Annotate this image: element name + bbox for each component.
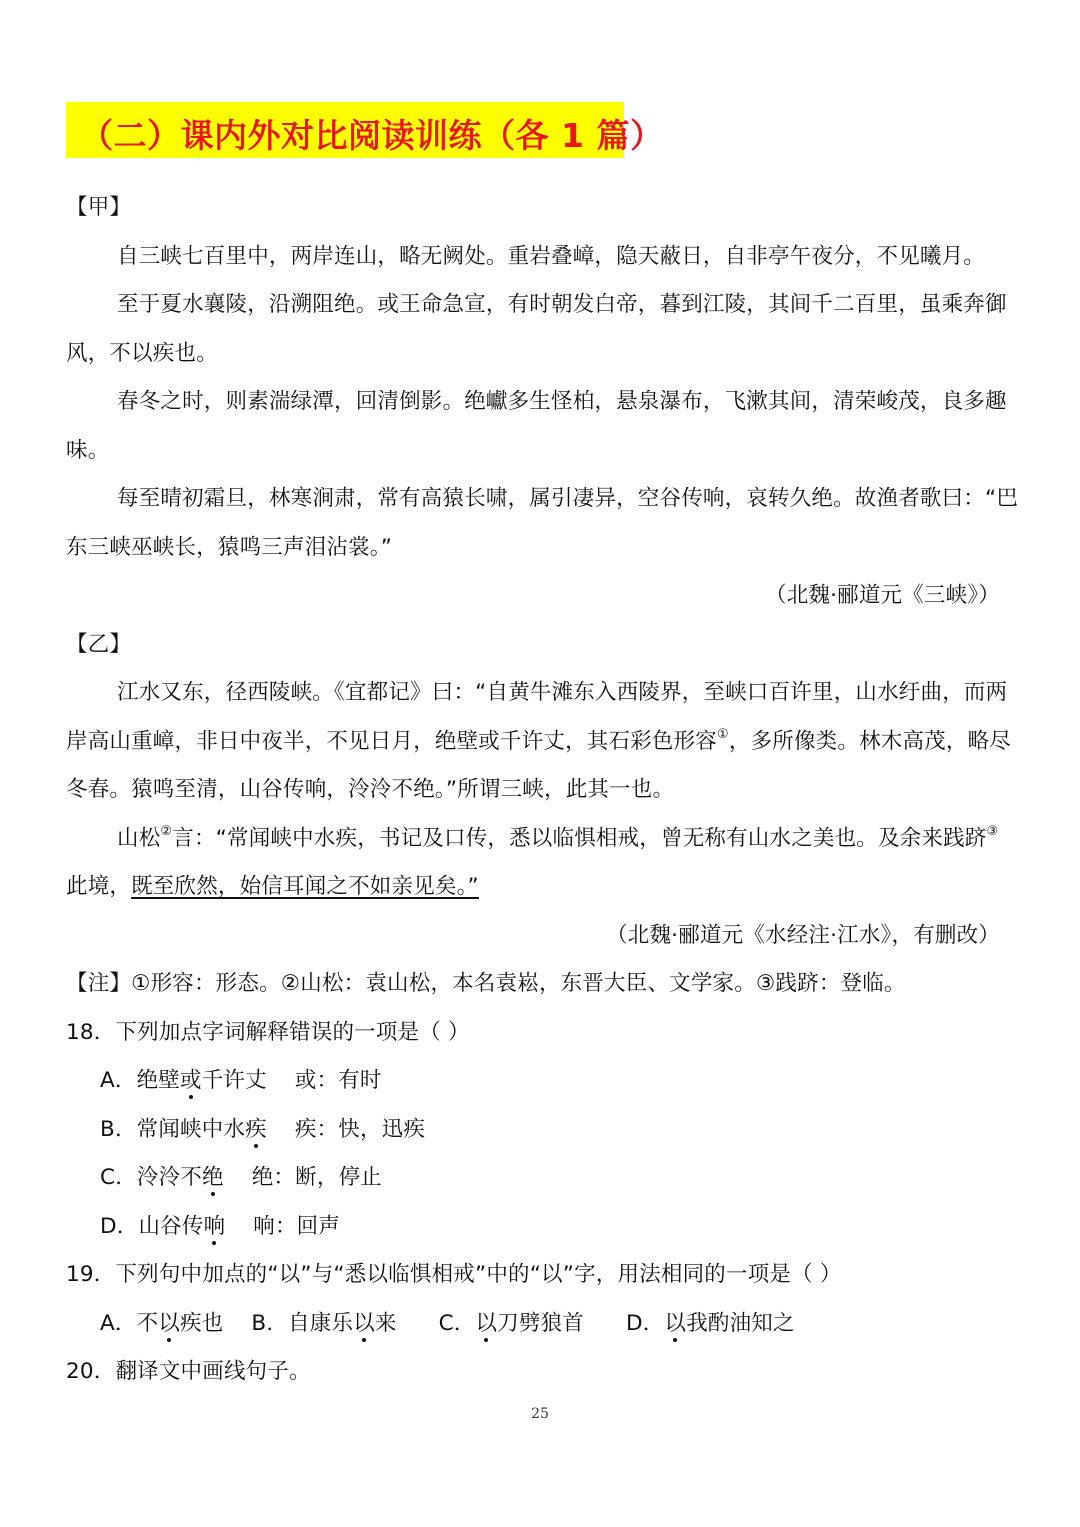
- dotted-character: 以: [353, 1309, 375, 1339]
- passage-yi-paragraph-cont: 岸高山重嶂，非日中夜半，不见日月，绝壁或千许丈，其石彩色形容①，多所像类。林木高茂，略尽: [66, 726, 1011, 754]
- dotted-character: 以: [665, 1309, 687, 1339]
- dotted-character: 或: [180, 1066, 202, 1096]
- dotted-character: 以: [158, 1309, 180, 1339]
- passage-jia-paragraph: 自三峡七百里中，两岸连山，略无阙处。重岩叠嶂，隐天蔽日，自非亭午夜分，不见曦月。: [117, 244, 986, 269]
- section-title: （二）课内外对比阅读训练（各 1 篇）: [80, 116, 664, 155]
- passage-jia-paragraph: 春冬之时，则素湍绿潭，回清倒影。绝巘多生怪柏，悬泉瀑布，飞漱其间，清荣峻茂，良多趣: [117, 389, 1007, 414]
- section-title-highlight: [66, 102, 664, 158]
- annotation-note: 【注】①形容：形态。②山松：袁山松，本名袁崧，东晋大臣、文学家。③践跻：登临。: [66, 971, 906, 996]
- passage-jia-paragraph-cont: 风，不以疾也。: [66, 341, 218, 366]
- footnote-marker: ①: [717, 726, 729, 742]
- dotted-character: 绝: [202, 1163, 224, 1193]
- question-19-option-a: A．不以疾也: [100, 1311, 223, 1336]
- page-number: 25: [531, 1406, 549, 1422]
- footnote-marker: ②: [160, 823, 173, 839]
- passage-yi-source: （北魏·郦道元《水经注·江水》，有删改）: [606, 923, 1000, 948]
- passage-jia-paragraph-cont: 东三峡巫峡长，猿鸣三声泪沾裳。”: [66, 535, 393, 560]
- question-19-stem: 19．下列句中加点的“以”与“悉以临惧相戒”中的“以”字，用法相同的一项是（ ）: [66, 1262, 842, 1287]
- passage-jia-label: 【甲】: [66, 195, 132, 220]
- passage-jia-paragraph: 每至晴初霜旦，林寒涧肃，常有高猿长啸，属引凄异，空谷传响，哀转久绝。故渔者歌曰：“巴: [117, 486, 1019, 511]
- passage-yi-paragraph: 江水又东，径西陵峡。《宜都记》曰：“自黄牛滩东入西陵界，至峡口百许里，山水纡曲，而两: [117, 680, 1008, 705]
- passage-yi-paragraph-cont: 此境，既至欣然，始信耳闻之不如亲见矣。”: [66, 874, 479, 899]
- question-18-option-c: C．泠泠不绝 绝：断，停止: [100, 1163, 382, 1193]
- question-18-option-d: D．山谷传响 响：回声: [100, 1212, 340, 1242]
- question-19-option-d: D．以我酌油知之: [626, 1311, 795, 1336]
- question-19-option-b: B．自康乐以来: [251, 1311, 396, 1336]
- passage-yi-paragraph: 山松②言：“常闻峡中水疾，书记及口传，悉以临惧相戒，曾无称有山水之美也。及余来践跻③: [117, 823, 999, 851]
- passage-jia-paragraph: 至于夏水襄陵，沿溯阻绝。或王命急宣，有时朝发白帝，暮到江陵，其间千二百里，虽乘奔御: [117, 292, 1007, 317]
- question-18-option-a: A．绝壁或千许丈 或：有时: [100, 1066, 382, 1096]
- passage-jia-paragraph-cont: 味。: [66, 438, 110, 463]
- question-18-option-b: B．常闻峡中水疾 疾：快，迅疾: [100, 1115, 425, 1145]
- dotted-character: 以: [476, 1309, 498, 1339]
- passage-yi-paragraph-cont: 冬春。猿鸣至清，山谷传响，泠泠不绝。”所谓三峡，此其一也。: [66, 777, 675, 802]
- passage-jia-source: （北魏·郦道元《三峡》）: [765, 583, 1000, 608]
- question-20-stem: 20．翻译文中画线句子。: [66, 1359, 311, 1384]
- question-19-option-c: C．以刀劈狼首: [439, 1311, 584, 1336]
- question-19-options: [100, 1309, 795, 1339]
- underlined-sentence: 既至欣然，始信耳闻之不如亲见矣。”: [131, 874, 479, 899]
- dotted-character: 响: [204, 1212, 226, 1242]
- passage-yi-label: 【乙】: [66, 632, 132, 657]
- dotted-character: 疾: [245, 1115, 267, 1145]
- footnote-marker: ③: [986, 823, 999, 839]
- question-18-stem: 18．下列加点字词解释错误的一项是（ ）: [66, 1020, 470, 1045]
